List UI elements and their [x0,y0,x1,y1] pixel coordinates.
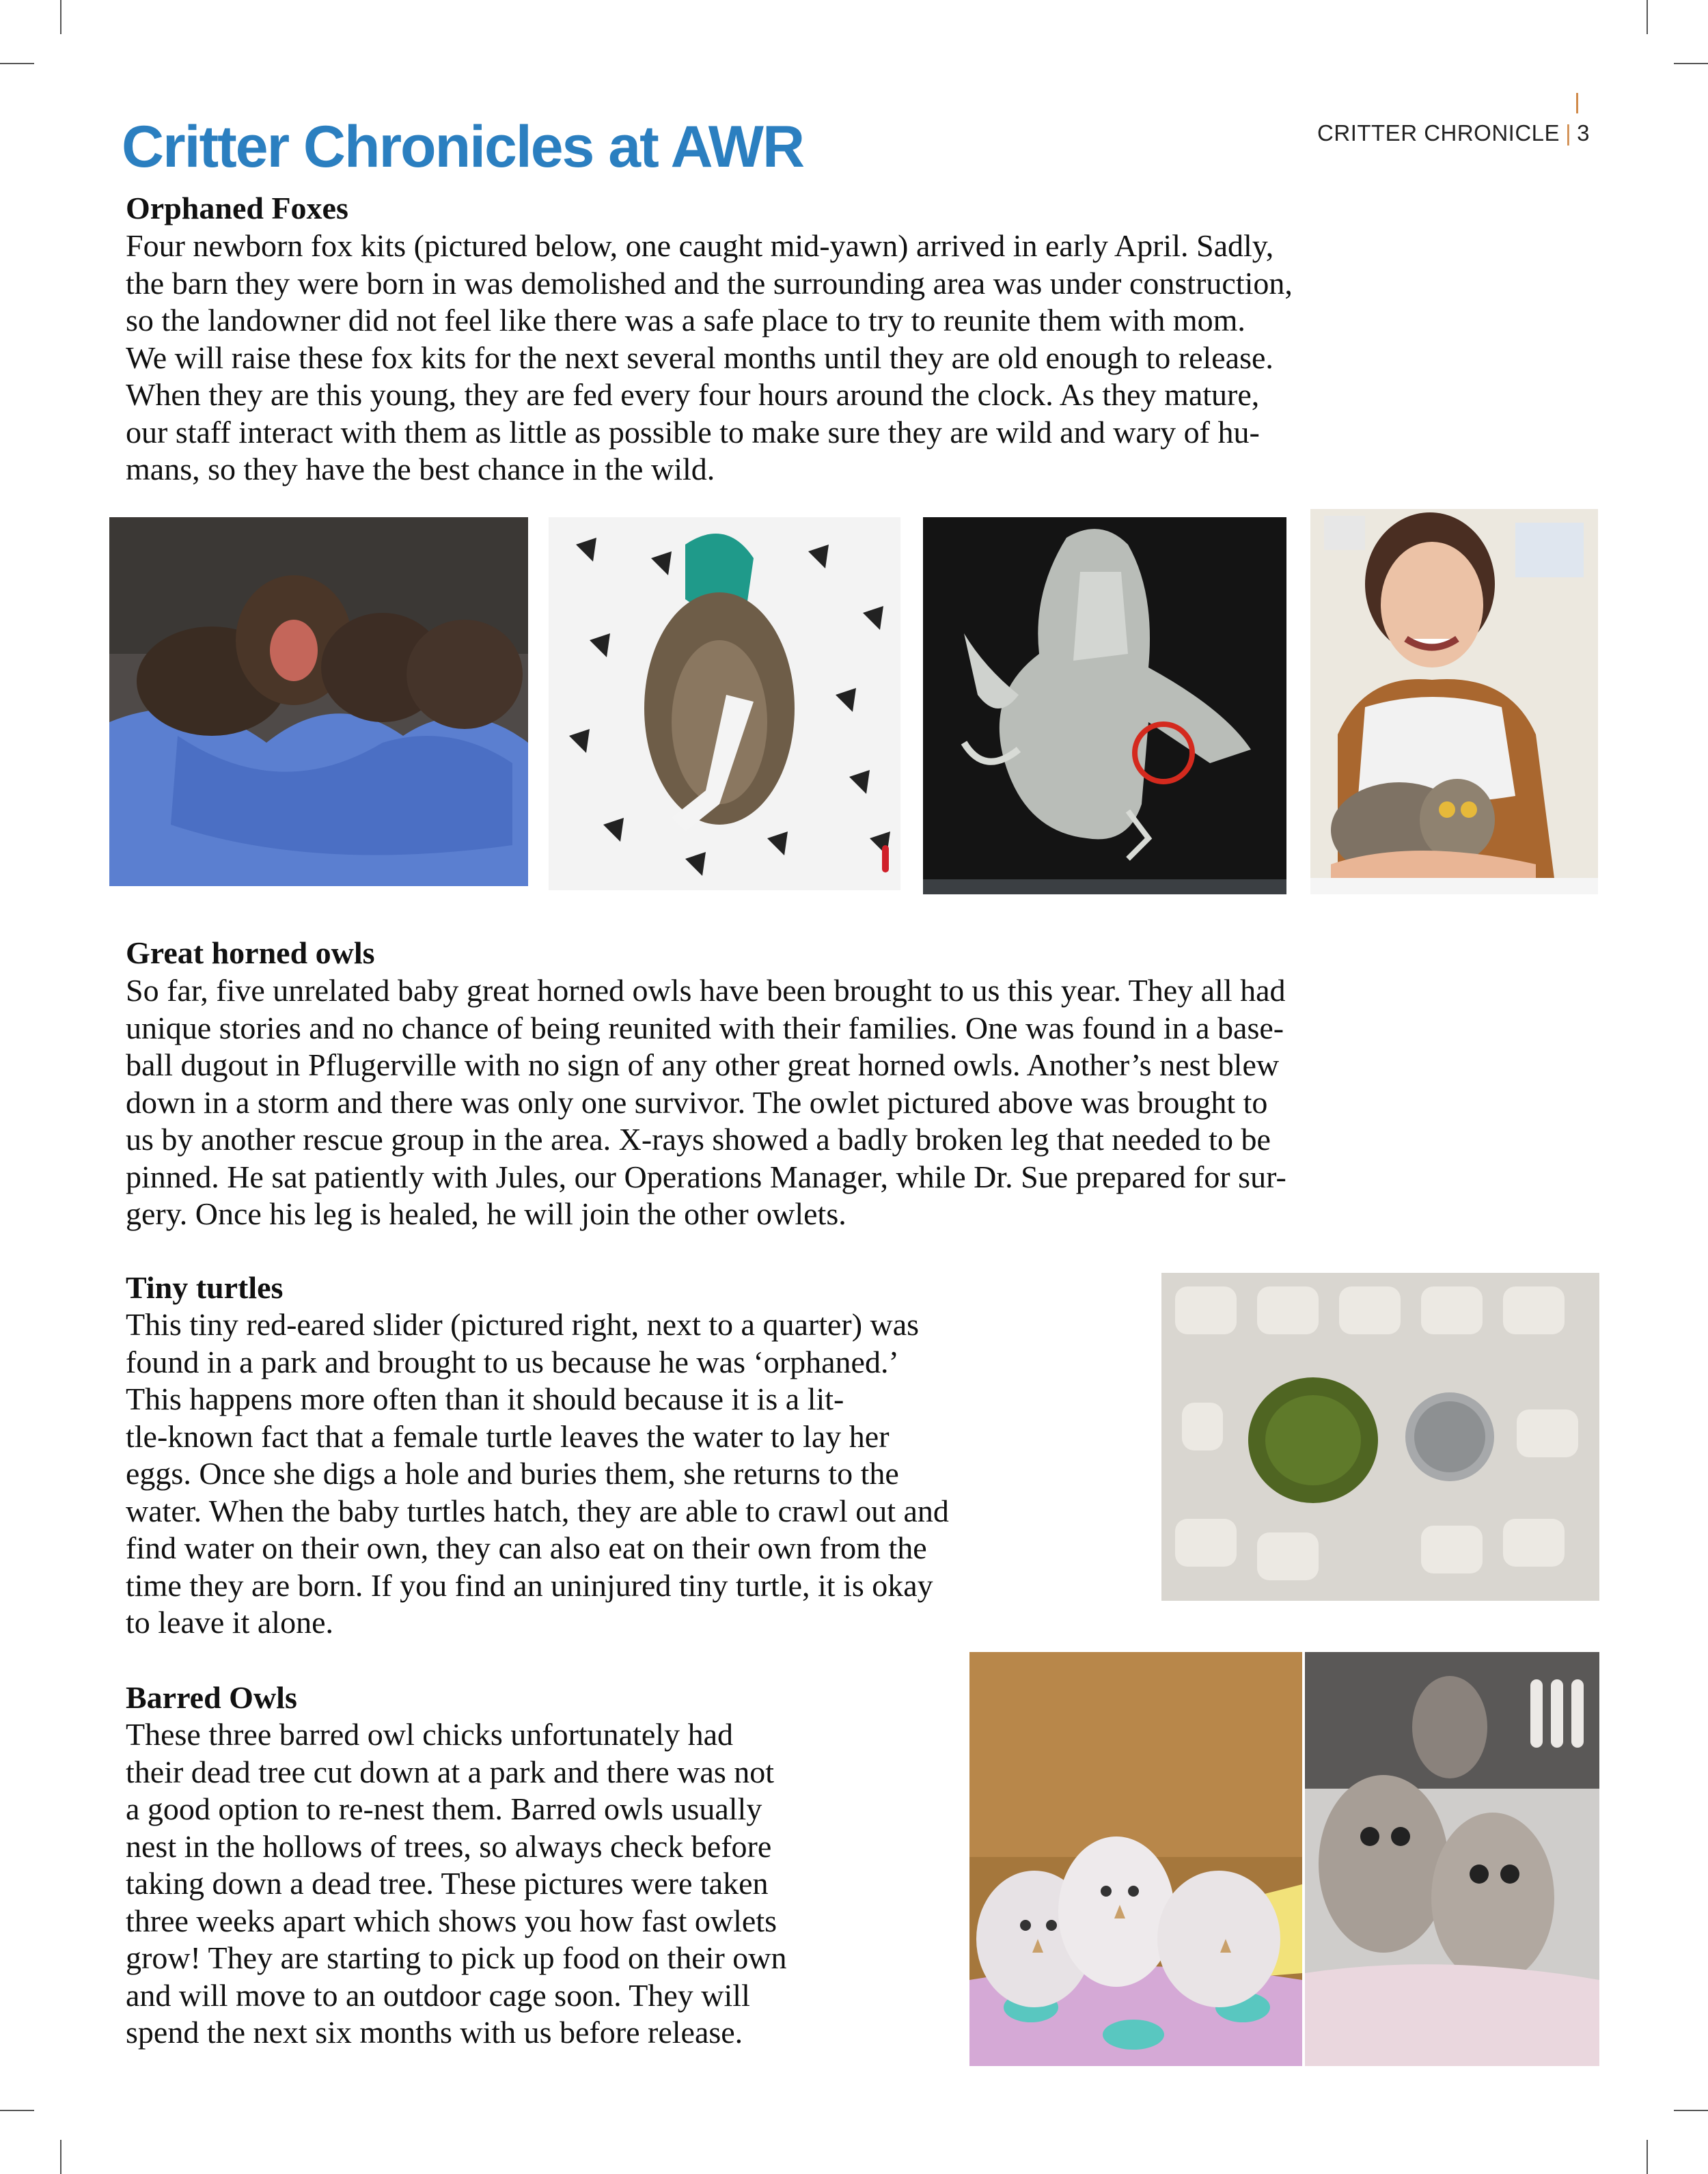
text-line: down in a storm and there was only one survivor. The owlet pictured above was brought to [126,1084,1268,1120]
text-line: taking down a dead tree. These pictures were taken [126,1866,769,1901]
crop-mark [1647,2140,1648,2174]
text-line: so the landowner did not feel like there was a safe place to try to reunite them with mom. [126,303,1245,338]
text-line: find water on their own, they can also eat on their own from the [126,1530,927,1565]
text-line: eggs. Once she digs a hole and buries them, she returns to the [126,1456,899,1491]
text-line: This tiny red-eared slider (pictured right, next to a quarter) was [126,1307,920,1342]
accent-tick [1576,93,1578,113]
photo-barred-owl-chicks-crate [1305,1652,1599,2066]
running-head [1317,120,1590,146]
photo-jules-with-owlet [1310,509,1598,894]
section-heading-foxes: Orphaned Foxes [126,191,348,225]
text-line: So far, five unrelated baby great horned owls have been brought to us this year. They all had [126,973,1286,1008]
text-line: their dead tree cut down at a park and there was not [126,1754,774,1789]
text-line: us by another rescue group in the area. X-rays showed a badly broken leg that needed to be [126,1122,1271,1157]
photo-owlet-splint [549,517,900,890]
section-body-great-horned-owls [126,972,1286,1233]
text-line: found in a park and brought to us because he was ‘orphaned.’ [126,1344,899,1379]
section-heading-great-horned-owls: Great horned owls [126,935,375,970]
text-line: water. When the baby turtles hatch, they are able to crawl out and [126,1493,949,1528]
running-head-label: CRITTER CHRONICLE [1317,120,1560,146]
crop-mark [60,2140,61,2174]
text-line: ball dugout in Pflugerville with no sign of any other great horned owls. Another’s nest blew [126,1047,1280,1082]
text-line: These three barred owl chicks unfortunately had [126,1717,733,1752]
photo-fox-kits [109,517,528,886]
text-line: our staff interact with them as little as possible to make sure they are wild and wary of hu- [126,414,1260,450]
page-title: Critter Chronicles at AWR [122,114,804,180]
text-line: Four newborn fox kits (pictured below, one caught mid-yawn) arrived in early April. Sadly, [126,228,1274,263]
section-body-barred-owls [126,1716,786,2052]
text-line: This happens more often than it should because it is a lit- [126,1381,844,1416]
text-line: nest in the hollows of trees, so always check before [126,1828,772,1864]
text-line: grow! They are starting to pick up food on their own [126,1940,787,1975]
text-line: time they are born. If you find an uninjured tiny turtle, it is okay [126,1567,933,1603]
text-line: When they are this young, they are fed every four hours around the clock. As they mature, [126,377,1260,412]
running-head-separator: | [1565,120,1572,146]
photo-owlet-xray [923,517,1286,894]
text-line: to leave it alone. [126,1605,333,1640]
photo-barred-owl-chicks-box [969,1652,1302,2066]
text-line: three weeks apart which shows you how fast owlets [126,1903,777,1938]
text-line: spend the next six months with us before release. [126,2015,743,2050]
text-line: unique stories and no chance of being reunited with their families. One was found in a base- [126,1010,1284,1045]
crop-mark [0,63,34,64]
photo-turtle-quarter [1161,1273,1599,1601]
text-line: a good option to re-nest them. Barred owls usually [126,1791,762,1826]
crop-mark [0,2110,34,2111]
crop-mark [1647,0,1648,34]
crop-mark [1674,63,1708,64]
section-body-tiny-turtles [126,1306,949,1642]
text-line: mans, so they have the best chance in the wild. [126,452,715,486]
text-line: We will raise these fox kits for the next several months until they are old enough to release. [126,340,1273,375]
crop-mark [1674,2110,1708,2111]
text-line: the barn they were born in was demolished and the surrounding area was under construction, [126,265,1293,301]
section-heading-tiny-turtles: Tiny turtles [126,1270,284,1305]
crop-mark [60,0,61,34]
text-line: tle-known fact that a female turtle leaves the water to lay her [126,1418,890,1454]
text-line: gery. Once his leg is healed, he will join the other owlets. [126,1196,846,1231]
text-line: pinned. He sat patiently with Jules, our Operations Manager, while Dr. Sue prepared for sur- [126,1159,1286,1194]
section-body-foxes [126,228,1293,489]
page-number: 3 [1577,120,1590,146]
text-line: and will move to an outdoor cage soon. They will [126,1977,750,2013]
section-heading-barred-owls: Barred Owls [126,1680,297,1715]
